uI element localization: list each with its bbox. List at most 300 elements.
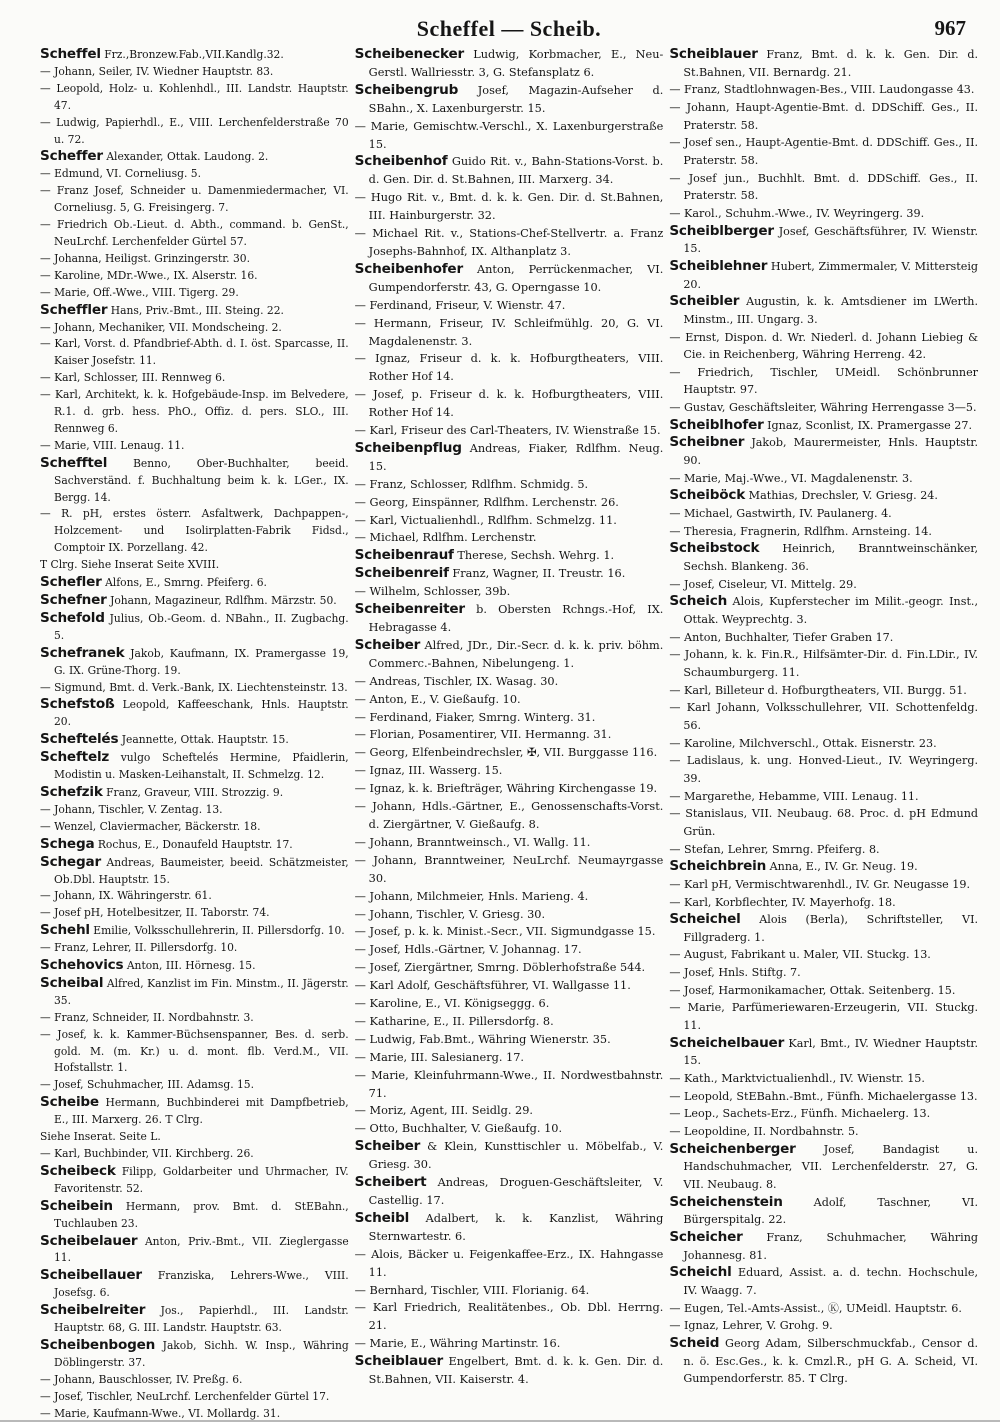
entry-details: Alfons, E., Smrng. Pfeiferg. 6. xyxy=(105,576,267,590)
directory-entry xyxy=(355,798,664,834)
page-header xyxy=(40,16,978,46)
directory-entry xyxy=(40,148,349,166)
entry-details: Heinrich, Branntweinschänker, Sechsh. Blankeng. 36. xyxy=(683,542,979,574)
directory-entry xyxy=(40,1010,349,1027)
directory-entry xyxy=(669,434,978,469)
surname: Scheichel xyxy=(669,911,741,928)
entry-details: — Karl Adolf, Geschäftsführer, VI. Wallgasse 11. xyxy=(354,979,631,993)
page-number: 967 xyxy=(934,16,966,40)
directory-entry xyxy=(355,315,664,351)
directory-entry xyxy=(40,320,349,337)
entry-details: — Marie, Gemischtw.-Verschl., X. Laxenburgerstraße 15. xyxy=(354,119,664,151)
entry-details: Franz, Wagner, II. Treustr. 16. xyxy=(452,567,626,581)
entry-details: Hermann, Buchbinderei mit Dampfbetrieb, E., III. Marxerg. 26. T Clrg. xyxy=(54,1096,349,1127)
directory-entry xyxy=(40,905,349,922)
directory-entry xyxy=(40,922,349,940)
entry-details: — Josef, Harmonikamacher, Ottak. Seitenberg. 15. xyxy=(669,983,956,997)
surname: Scheibl xyxy=(354,1209,410,1226)
directory-entry xyxy=(40,166,349,183)
directory-entry xyxy=(669,1105,978,1123)
entry-details: — Josef pH, Hotelbesitzer, II. Taborstr. 74. xyxy=(40,906,270,920)
surname: Scheibein xyxy=(40,1197,113,1214)
entry-details: — Theresia, Fragnerin, Rdlfhm. Arnsteing. 14. xyxy=(669,524,932,538)
entry-details: Josef, Bandagist u. Handschuhmacher, VII. Lerchenfelderstr. 27, G. VII. Neubaug. 8. xyxy=(683,1142,979,1191)
entry-details: — Ferdinand, Fiaker, Smrng. Winterg. 31. xyxy=(354,710,596,724)
directory-entry xyxy=(355,1120,664,1138)
entry-details: Alois, Kupferstecher im Milit.-geogr. Inst., Ottak. Weyprechtg. 3. xyxy=(683,595,979,626)
directory-entry xyxy=(669,805,978,840)
entry-details: — Georg, Elfenbeindrechsler, ✠, VII. Burggasse 116. xyxy=(354,746,658,760)
surname: Schefranek xyxy=(40,644,125,661)
entry-details: — Katharine, E., II. Pillersdorfg. 8. xyxy=(354,1014,554,1028)
entry-details: Andreas, Droguen-Geschäftsleiter, V. Castellig. 17. xyxy=(368,1176,664,1207)
surname: Schehovics xyxy=(40,957,124,974)
directory-entry xyxy=(355,350,664,386)
directory-entry xyxy=(355,1013,664,1031)
directory-entry xyxy=(355,941,664,959)
entry-details: — Ferdinand, Friseur, V. Wienstr. 47. xyxy=(354,298,566,312)
directory-entry xyxy=(40,438,349,455)
entry-details: Adalbert, k. k. Kanzlist, Währing Sternwartestr. 6. xyxy=(368,1211,664,1243)
entry-details: — Karl, Victualienhdl., Rdlfhm. Schmelzg. 11. xyxy=(354,513,617,527)
directory-entry xyxy=(669,170,978,205)
entry-details: — Anton, E., V. Gießaufg. 10. xyxy=(354,692,521,706)
directory-entry xyxy=(669,399,978,417)
entry-details: — Alois, Bäcker u. Feigenkaffee-Erz., IX. Hahngasse 11. xyxy=(354,1247,664,1279)
entry-details: — Marie, Parfümeriewaren-Erzeugerin, VII. Stuckg. 11. xyxy=(669,1001,979,1033)
entry-details: — August, Fabrikant u. Maler, VII. Stuckg. 13. xyxy=(669,948,931,962)
entry-details: Emilie, Volksschullehrerin, II. Pillersdorfg. 10. xyxy=(93,924,345,938)
entry-details: — Karoline, MDr.-Wwe., IX. Alserstr. 16. xyxy=(40,268,258,282)
surname: Scheibellauer xyxy=(40,1267,142,1284)
directory-entry xyxy=(669,293,978,328)
surname: Schefstoß xyxy=(40,696,115,713)
entry-details: — Karl, Vorst. d. Pfandbrief-Abth. d. I. öst. Sparcasse, II. Kaiser Josefstr. 11. xyxy=(40,337,349,368)
entry-details: — Karl, Friseur des Carl-Theaters, IV. Wienstraße 15. xyxy=(354,424,661,438)
directory-entry xyxy=(669,1035,978,1070)
directory-entry xyxy=(40,940,349,957)
entry-details: — Karl pH, Vermischtwarenhdl., IV. Gr. Neugasse 19. xyxy=(669,877,971,891)
entry-details: — Edmund, VI. Corneliusg. 5. xyxy=(40,167,201,181)
entry-details: Alois (Berla), Schriftsteller, VI. Fillgraderg. 1. xyxy=(683,913,979,944)
directory-entry xyxy=(355,1174,664,1210)
entry-details: Hubert, Zimmermaler, V. Mittersteig 20. xyxy=(683,259,979,291)
entry-details: Andreas, Baumeister, beeid. Schätzmeister, Ob.Dbl. Hauptstr. 15. xyxy=(54,855,349,886)
surname: Scheiblberger xyxy=(669,222,774,239)
surname: Scheibelreiter xyxy=(40,1302,146,1319)
entry-details: — Karl, Schlosser, III. Rennweg 6. xyxy=(40,371,226,385)
surname: Schehl xyxy=(40,922,90,939)
directory-entry xyxy=(355,852,664,888)
directory-entry xyxy=(669,223,978,258)
surname: Scheibenecker xyxy=(354,46,464,62)
directory-entry xyxy=(40,46,349,64)
entry-details: — Karl, Buchbinder, VII. Kirchberg. 26. xyxy=(40,1147,254,1160)
directory-entry xyxy=(40,302,349,320)
surname: Scheibenbogen xyxy=(40,1336,156,1353)
directory-entry xyxy=(355,977,664,995)
entry-details: — Karl, Architekt, k. k. Hofgebäude-Insp. im Belvedere, R.1. d. grb. hess. PhO., Offiz. d. pers. SLO., III. Rennweg 6. xyxy=(40,388,349,435)
surname: Scheibeck xyxy=(40,1162,116,1179)
entry-details: — Marie, III. Salesianerg. 17. xyxy=(354,1050,524,1064)
entry-details: Alfred, Kanzlist im Fin. Minstm., II. Jägerstr. 35. xyxy=(54,976,349,1007)
entry-details: Franziska, Lehrers-Wwe., VIII. Josefsg. 6. xyxy=(54,1269,349,1300)
entry-details: — Andreas, Tischler, IX. Wasag. 30. xyxy=(354,674,559,688)
directory-entry xyxy=(669,505,978,523)
directory-entry xyxy=(355,780,664,798)
directory-entry xyxy=(355,834,664,852)
entry-details: — Leopold, StEBahn.-Bmt., Fünfh. Michaelergasse 13. xyxy=(669,1089,978,1103)
directory-entry xyxy=(40,1337,349,1372)
entry-details: — Otto, Buchhalter, V. Gießaufg. 10. xyxy=(354,1122,563,1136)
entry-details: Mathias, Drechsler, V. Griesg. 24. xyxy=(748,489,938,503)
entry-details: — Josef jun., Buchhlt. Bmt. d. DDSchiff. Ges., II. Praterstr. 58. xyxy=(669,171,979,203)
entry-details: Filipp, Goldarbeiter und Uhrmacher, IV. Favoritenstr. 52. xyxy=(54,1164,349,1195)
directory-entry xyxy=(669,329,978,364)
entry-details: Johann, Magazineur, Rdlfhm. Märzstr. 50. xyxy=(110,594,337,607)
entry-details: — Franz Josef, Schneider u. Damenmiedermacher, VI. Corneliusg. 5, G. Freisingerg. 7. xyxy=(40,184,349,215)
directory-entry xyxy=(40,1372,349,1389)
entry-details: — Karol., Schuhm.-Wwe., IV. Weyringerg. 39. xyxy=(669,206,925,220)
entry-details: — Johann, IX. Währingerstr. 61. xyxy=(40,889,212,903)
entry-details: Jakob, Kaufmann, IX. Pramergasse 19, G. IX. Grüne-Thorg. 19. xyxy=(54,646,349,677)
entry-details: — Stanislaus, VII. Neubaug. 68. Proc. d. pH Edmund Grün. xyxy=(669,807,979,838)
column-left xyxy=(40,46,349,1422)
entry-details: — Hugo Rit. v., Bmt. d. k. k. Gen. Dir. d. St.Bahnen, III. Hainburgerstr. 32. xyxy=(354,191,664,223)
directory-entry xyxy=(355,153,664,189)
directory-entry xyxy=(669,752,978,787)
directory-entry xyxy=(355,1067,664,1103)
directory-entry xyxy=(669,258,978,293)
surname: Scheibstock xyxy=(669,540,760,557)
surname: Scheichelbauer xyxy=(669,1034,785,1051)
directory-entry xyxy=(40,749,349,784)
directory-entry xyxy=(40,957,349,975)
entry-details: — Anton, Buchhalter, Tiefer Graben 17. xyxy=(669,630,894,644)
entry-details: Andreas, Fiaker, Rdlfhm. Neug. 15. xyxy=(368,441,664,473)
directory-entry xyxy=(40,696,349,731)
surname: Scheibenreiter xyxy=(354,601,465,618)
entry-details: Alfred, JDr., Dir.-Secr. d. k. k. priv. böhm. Commerc.-Bahnen, Nibelungeng. 1. xyxy=(368,638,664,670)
entry-details: — Leop., Sachets-Erz., Fünfh. Michaelerg. 13. xyxy=(669,1107,931,1121)
directory-entry xyxy=(40,1129,349,1146)
directory-entry xyxy=(355,494,664,512)
entry-details: — Johann, k. k. Fin.R., Hilfsämter-Dir. d. Fin.LDir., IV. Schaumburgerg. 11. xyxy=(669,648,979,679)
surname: Scheibenrauf xyxy=(354,547,454,564)
surname: Scheibner xyxy=(669,434,745,451)
directory-entry xyxy=(40,836,349,854)
entry-details: — Franz, Schlosser, Rdlfhm. Schmidg. 5. xyxy=(354,477,589,491)
directory-entry xyxy=(40,183,349,217)
directory-entry xyxy=(355,995,664,1013)
directory-entry xyxy=(355,1049,664,1067)
entry-details: — Gustav, Geschäftsleiter, Währing Herrengasse 3—5. xyxy=(669,401,977,415)
directory-entry xyxy=(40,574,349,592)
directory-entry xyxy=(355,906,664,924)
directory-entry xyxy=(40,592,349,610)
directory-entry xyxy=(355,1335,664,1353)
directory-entry xyxy=(355,1282,664,1300)
entry-details: — Ludwig, Fab.Bmt., Währing Wienerstr. 35. xyxy=(354,1032,611,1046)
directory-entry xyxy=(40,784,349,802)
directory-entry xyxy=(355,744,664,762)
surname: Scheibengrub xyxy=(354,81,459,98)
directory-entry xyxy=(40,610,349,645)
surname: Scheichenberger xyxy=(669,1140,796,1157)
entry-details: — Josef, Ziergärtner, Smrng. Döblerhofstraße 544. xyxy=(354,961,646,975)
directory-entry xyxy=(40,819,349,836)
entry-details: Julius, Ob.-Geom. d. NBahn., II. Zugbachg. 5. xyxy=(54,611,349,642)
directory-entry xyxy=(40,731,349,749)
entry-details: — Johann, Tischler, V. Griesg. 30. xyxy=(354,907,546,921)
surname: Scheiber xyxy=(354,1138,421,1155)
directory-entry xyxy=(40,285,349,302)
entry-details: — Florian, Posamentirer, VII. Hermanng. 31. xyxy=(354,728,612,742)
entry-details: Engelbert, Bmt. d. k. k. Gen. Dir. d. St.Bahnen, VII. Kaiserstr. 4. xyxy=(368,1355,664,1387)
directory-entry xyxy=(669,1317,978,1335)
entry-details: — Eugen, Tel.-Amts-Assist., Ⓚ, UMeidl. Hauptstr. 6. xyxy=(669,1301,962,1315)
directory-entry xyxy=(669,205,978,223)
entry-details: — Michael Rit. v., Stations-Chef-Stellvertr. a. Franz Josephs-Bahnhof, IX. Althanplatz 3. xyxy=(354,227,664,258)
entry-details: — Josef, Ciseleur, VI. Mittelg. 29. xyxy=(669,577,857,591)
directory-entry xyxy=(40,115,349,149)
directory-entry xyxy=(355,923,664,941)
entry-details: Alexander, Ottak. Laudong. 2. xyxy=(106,150,269,164)
directory-entry xyxy=(40,1389,349,1406)
entry-details: Hermann, prov. Bmt. d. StEBahn., Tuchlauben 23. xyxy=(54,1199,349,1230)
directory-entry xyxy=(669,982,978,1000)
entry-details: — Johann, Seiler, IV. Wiedner Hauptstr. 83. xyxy=(40,64,274,78)
entry-details: Siehe Inserat. Seite L. xyxy=(40,1130,161,1144)
surname: Scheibe xyxy=(40,1094,99,1111)
surname: Scheiböck xyxy=(669,487,746,504)
directory-entry xyxy=(355,476,664,494)
surname: Scheiblehner xyxy=(669,257,768,274)
entry-details: Franz, Schuhmacher, Währing Johannesg. 81. xyxy=(683,1230,979,1262)
text-columns xyxy=(40,46,978,1422)
directory-entry xyxy=(355,1299,664,1335)
surname: Scheid xyxy=(669,1334,720,1351)
directory-entry xyxy=(669,1335,978,1388)
entry-details: — Josef, p. Friseur d. k. k. Hofburgtheaters, VIII. Rother Hof 14. xyxy=(354,388,664,420)
entry-details: Augustin, k. k. Amtsdiener im LWerth. Minstm., III. Ungarg. 3. xyxy=(683,295,979,326)
directory-entry xyxy=(40,455,349,507)
directory-entry xyxy=(355,1353,664,1389)
directory-entry xyxy=(669,523,978,541)
directory-entry xyxy=(669,81,978,99)
entry-details: — Josef, Hnls. Stiftg. 7. xyxy=(669,966,801,980)
directory-entry xyxy=(669,1141,978,1194)
entry-details: — Leopold, Holz- u. Kohlenhdl., III. Landstr. Hauptstr. 47. xyxy=(40,81,349,112)
entry-details: Adolf, Taschner, VI. Bürgerspitalg. 22. xyxy=(683,1195,978,1227)
surname: Scheichl xyxy=(669,1264,732,1281)
directory-entry xyxy=(669,1123,978,1141)
entry-details: Eduard, Assist. a. d. techn. Hochschule, IV. Waagg. 7. xyxy=(683,1266,979,1297)
entry-details: Hans, Priv.-Bmt., III. Steing. 22. xyxy=(110,303,284,317)
directory-entry xyxy=(669,876,978,894)
entry-details: — Franz, Schneider, II. Nordbahnstr. 3. xyxy=(40,1010,254,1024)
surname: Scheibenpflug xyxy=(354,439,462,456)
entry-details: Rochus, E., Donaufeld Hauptstr. 17. xyxy=(97,837,293,851)
entry-details: — Johanna, Heiligst. Grinzingerstr. 30. xyxy=(40,251,250,265)
entry-details: & Klein, Kunsttischler u. Möbelfab., V. Griesg. 30. xyxy=(368,1140,664,1172)
entry-details: — Josef, p. k. k. Minist.-Secr., VII. Sigmundgasse 15. xyxy=(354,925,656,939)
directory-entry xyxy=(669,364,978,399)
directory-entry xyxy=(669,629,978,647)
entry-details: — Michael, Gastwirth, IV. Paulanerg. 4. xyxy=(669,507,892,521)
directory-entry xyxy=(355,422,664,440)
surname: Scheibert xyxy=(354,1174,427,1191)
entry-details: Anton, Priv.-Bmt., VII. Zieglergasse 11. xyxy=(54,1234,349,1265)
directory-entry xyxy=(40,268,349,285)
entry-details: — Moriz, Agent, III. Seidlg. 29. xyxy=(354,1104,533,1118)
directory-entry xyxy=(669,134,978,169)
entry-details: — Bernhard, Tischler, VIII. Florianig. 64. xyxy=(354,1283,590,1297)
directory-entry xyxy=(40,387,349,438)
surname: Scheibler xyxy=(669,293,740,310)
directory-entry xyxy=(355,225,664,261)
directory-entry xyxy=(669,46,978,81)
entry-details: — Friedrich, Tischler, UMeidl. Schönbrunner Hauptstr. 97. xyxy=(669,365,979,397)
surname: Scheftelz xyxy=(40,749,110,766)
entry-details: — Ignaz, Lehrer, V. Grohg. 9. xyxy=(669,1319,833,1333)
entry-details: Franz, Graveur, VIII. Strozzig. 9. xyxy=(106,785,284,799)
entry-details: Anna, E., IV. Gr. Neug. 19. xyxy=(769,860,918,874)
entry-details: — Karl Johann, Volksschullehrer, VII. Schottenfeldg. 56. xyxy=(669,701,979,732)
directory-entry xyxy=(355,118,664,154)
entry-details: — Karl Friedrich, Realitätenbes., Ob. Dbl. Herrng. 21. xyxy=(354,1301,664,1333)
entry-details: — Margarethe, Hebamme, VIII. Lenaug. 11. xyxy=(669,789,919,803)
directory-entry xyxy=(40,975,349,1010)
directory-entry xyxy=(355,529,664,547)
surname: Scheibenhof xyxy=(354,153,448,170)
entry-details: — Ladislaus, k. ung. Honved-Lieut., IV. Weyringerg. 39. xyxy=(669,754,979,785)
surname: Scheichbrein xyxy=(669,858,767,875)
directory-entry xyxy=(40,1163,349,1198)
entry-details: — Ignaz, III. Wasserg. 15. xyxy=(354,764,503,778)
directory-entry xyxy=(355,46,664,82)
entry-details: Anton, III. Hörnesg. 15. xyxy=(126,959,256,973)
entry-details: b. Obersten Rchngs.-Hof, IX. Hebragasse 4. xyxy=(368,603,664,634)
entry-details: — Josef, Tischler, NeuLrchf. Lerchenfelder Gürtel 17. xyxy=(40,1389,330,1403)
entry-details: — Karoline, E., VI. Königseggg. 6. xyxy=(354,997,550,1011)
entry-details: — Marie, VIII. Lenaug. 11. xyxy=(40,438,185,452)
directory-entry xyxy=(40,680,349,697)
directory-entry xyxy=(669,417,978,435)
directory-entry xyxy=(669,858,978,876)
surname: Schefzik xyxy=(40,783,103,800)
entry-details: — Johann, Branntweiner, NeuLrchf. Neumayrgasse 30. xyxy=(354,853,664,885)
entry-details: Leopold, Kaffeeschank, Hnls. Hauptstr. 20. xyxy=(54,698,349,729)
entry-details: Karl, Bmt., IV. Wiedner Hauptstr. 15. xyxy=(683,1036,979,1068)
entry-details: — Johann, Hdls.-Gärtner, E., Genossenschafts-Vorst. d. Ziergärtner, V. Gießaufg. 8. xyxy=(354,800,664,831)
directory-entry xyxy=(669,1264,978,1299)
directory-entry xyxy=(355,762,664,780)
entry-details: Guido Rit. v., Bahn-Stations-Vorst. b. d. Gen. Dir. d. St.Bahnen, III. Marxerg. 34. xyxy=(368,155,664,187)
directory-entry xyxy=(669,946,978,964)
directory-entry xyxy=(669,699,978,734)
surname: Scheibelauer xyxy=(40,1232,138,1249)
directory-entry xyxy=(40,1267,349,1302)
entry-details: — Hermann, Friseur, IV. Schleifmühlg. 20, G. VI. Magdalenenstr. 3. xyxy=(354,316,664,348)
entry-details: Georg Adam, Silberschmuckfab., Censor d. n. ö. Esc.Ges., k. k. Cmzl.R., pH G. A. Scheid, VI. Gumpendorferstr. 85. T Clrg. xyxy=(683,1336,979,1386)
directory-entry xyxy=(669,487,978,505)
entry-details: — Marie, Kaufmann-Wwe., VI. Mollardg. 31. xyxy=(40,1406,281,1420)
directory-entry xyxy=(40,1146,349,1163)
directory-entry xyxy=(669,841,978,859)
directory-entry xyxy=(669,964,978,982)
entry-details: — Johann, Bauschlosser, IV. Preßg. 6. xyxy=(40,1372,243,1386)
entry-details: — Josef, Hdls.-Gärtner, V. Johannag. 17. xyxy=(354,943,582,957)
entry-details: — Karl, Korbflechter, IV. Mayerhofg. 18. xyxy=(669,895,896,909)
surname: Schega xyxy=(40,835,95,852)
entry-details: — Ludwig, Papierhdl., E., VIII. Lerchenfelderstraße 70 u. 72. xyxy=(40,115,349,146)
column-middle xyxy=(355,46,664,1422)
entry-details: — Johann, Tischler, V. Zentag. 13. xyxy=(40,802,223,816)
entry-details: — Stefan, Lehrer, Smrng. Pfeiferg. 8. xyxy=(669,842,880,856)
directory-entry xyxy=(355,386,664,422)
directory-entry xyxy=(669,788,978,806)
directory-entry xyxy=(355,637,664,673)
directory-entry xyxy=(669,999,978,1034)
entry-details: Jakob, Sichh. W. Insp., Währing Döblingerstr. 37. xyxy=(54,1338,349,1369)
entry-details: — Marie, Kleinfuhrmann-Wwe., II. Nordwestbahnstr. 71. xyxy=(354,1068,664,1100)
column-right xyxy=(669,46,978,1422)
entry-details: Franz, Bmt. d. k. k. Gen. Dir. d. St.Bahnen, VII. Bernardg. 21. xyxy=(683,48,979,79)
directory-entry xyxy=(40,888,349,905)
directory-entry xyxy=(40,1302,349,1337)
directory-entry xyxy=(669,1070,978,1088)
directory-entry xyxy=(669,576,978,594)
directory-entry xyxy=(355,82,664,118)
entry-details: — Ignaz, Friseur d. k. k. Hofburgtheaters, VIII. Rother Hof 14. xyxy=(354,352,664,384)
directory-entry xyxy=(40,645,349,680)
directory-entry xyxy=(355,673,664,691)
surname: Scheibenreif xyxy=(354,565,449,582)
entry-details: — Friedrich Ob.-Lieut. d. Abth., command. b. GenSt., NeuLrchf. Lerchenfelder Gürtel 57. xyxy=(40,218,349,248)
directory-entry xyxy=(355,726,664,744)
entry-details: — Ignaz, k. k. Briefträger, Währing Kirchengasse 19. xyxy=(354,782,658,796)
surname: Schefftel xyxy=(40,454,108,471)
directory-entry xyxy=(669,1300,978,1318)
directory-entry xyxy=(40,370,349,387)
surname: Scheiblauer xyxy=(669,46,758,62)
surname: Scheibenhofer xyxy=(354,260,463,277)
entry-details: Jeannette, Ottak. Hauptstr. 15. xyxy=(121,733,289,747)
directory-entry xyxy=(355,691,664,709)
directory-entry xyxy=(355,547,664,565)
directory-entry xyxy=(669,911,978,946)
directory-entry xyxy=(40,81,349,115)
entry-details: — R. pH, erstes österr. Asfaltwerk, Dachpappen-, Holzcement- und Isolirplatten-Fabrik Fidsd., Comptoir IX. Porzellang. 42. xyxy=(40,507,349,555)
directory-entry xyxy=(40,854,349,889)
directory-entry xyxy=(40,802,349,819)
entry-details: — Johann, Branntweinsch., VI. Wallg. 11. xyxy=(354,835,591,849)
directory-entry xyxy=(40,1077,349,1094)
directory-entry xyxy=(355,297,664,315)
entry-details: — Johann, Haupt-Agentie-Bmt. d. DDSchiff. Ges., II. Praterstr. 58. xyxy=(669,100,979,132)
surname: Schefler xyxy=(40,574,102,591)
entry-details: — Karoline, Milchverschl., Ottak. Eisnerstr. 23. xyxy=(669,736,937,750)
directory-entry xyxy=(669,894,978,912)
directory-entry xyxy=(355,709,664,727)
surname: Scheftelés xyxy=(40,731,119,748)
entry-details: Josef, Geschäftsführer, IV. Wienstr. 15. xyxy=(683,224,979,256)
entry-details: — Marie, Maj.-Wwe., VI. Magdalenenstr. 3. xyxy=(669,471,913,485)
directory-entry xyxy=(669,646,978,681)
directory-entry xyxy=(355,1102,664,1120)
entry-details: — Georg, Einspänner, Rdlfhm. Lerchenstr. 26. xyxy=(354,495,619,509)
